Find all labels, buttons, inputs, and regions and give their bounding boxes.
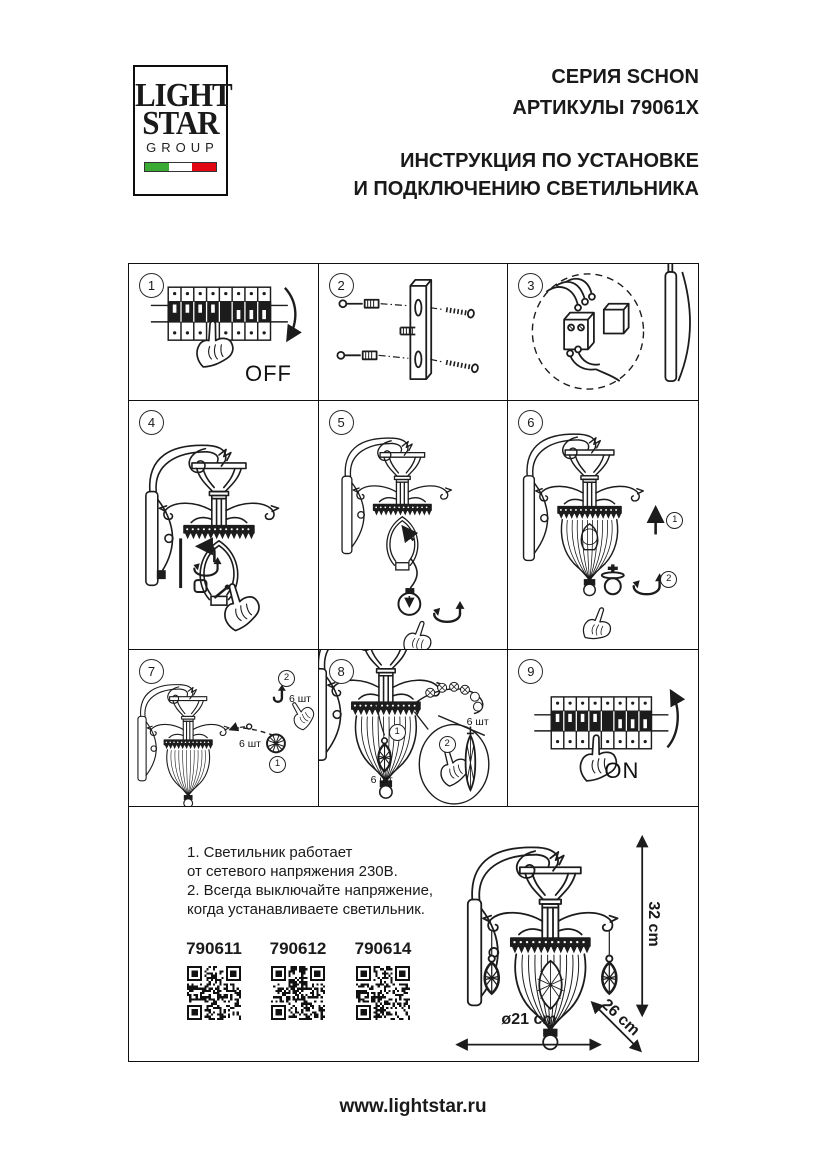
long-screw-top <box>430 308 474 318</box>
articles-line: АРТИКУЛЫ 79061X <box>512 97 699 119</box>
attach-ring-icon <box>247 724 252 729</box>
steps-grid <box>128 263 699 1062</box>
diameter-dimension-label: ø21 cm <box>501 1011 557 1028</box>
document-header <box>353 62 699 203</box>
italian-flag-stripe <box>144 162 217 172</box>
hook-icon <box>274 685 286 702</box>
on-label: ON <box>604 758 640 783</box>
breaker-panel-icon <box>151 287 288 340</box>
lamp-cord <box>410 558 417 588</box>
step-8-cell <box>319 650 509 807</box>
crystal-drop-icon <box>377 738 391 771</box>
flag-green <box>145 163 169 171</box>
step-1-cell <box>129 264 319 401</box>
tall-crystal-icon <box>465 727 475 791</box>
logo-group: GROUP <box>146 140 219 155</box>
note-line: от сетевого напряжения 230В. <box>187 863 398 880</box>
pointing-hand-icon <box>582 605 614 641</box>
summary-cell <box>129 807 698 1063</box>
wall-lamp-icon <box>342 438 451 570</box>
light-bulb-icon <box>398 588 420 615</box>
series-title: СЕРИЯ SCHON <box>551 66 699 88</box>
flag-white <box>169 163 193 171</box>
step5-illustration <box>319 401 508 649</box>
note-line: 1. Светильник работает <box>187 844 353 861</box>
screw-and-anchor-bottom <box>337 351 408 359</box>
article-code: 790612 <box>269 939 327 958</box>
step-8-number: 8 <box>329 659 354 684</box>
screw-and-anchor-top <box>339 300 408 308</box>
qty-label-drops: 6 шт <box>370 774 393 786</box>
attach-arrow <box>230 728 274 736</box>
breaker-panel-icon <box>535 697 669 749</box>
marker-2: 2 <box>660 571 677 588</box>
connector-box-icon <box>604 304 629 334</box>
logo-star: STAR <box>142 103 219 142</box>
article-block-790611 <box>183 939 245 1025</box>
step-3-cell <box>508 264 698 401</box>
turn-on-arrow-icon <box>668 692 678 748</box>
marker-1: 1 <box>269 756 286 773</box>
step-6-number: 6 <box>518 410 543 435</box>
off-label: OFF <box>245 361 292 386</box>
long-screw-bottom <box>430 359 478 372</box>
lightstar-logo <box>133 65 232 196</box>
step-5-cell <box>319 401 509 650</box>
instruction-title-line2: И ПОДКЛЮЧЕНИЮ СВЕТИЛЬНИКА <box>353 178 699 200</box>
step-6-cell <box>508 401 698 650</box>
step-9-cell <box>508 650 698 807</box>
qty-label-balls: 6 шт <box>239 738 261 750</box>
step-1-number: 1 <box>139 273 164 298</box>
wall-switch-icon <box>157 570 166 579</box>
instruction-title-line1: ИНСТРУКЦИЯ ПО УСТАНОВКЕ <box>400 150 699 172</box>
qr-code-790614 <box>356 966 410 1020</box>
qty-label-beads: 6 шт <box>466 716 489 728</box>
height-dimension-label: 32 cm <box>645 901 662 947</box>
step-7-number: 7 <box>139 659 164 684</box>
note-line: когда устанавливаете светильник. <box>187 901 425 918</box>
wall-lamp-icon <box>138 685 229 806</box>
note-line: 2. Всегда выключайте напряжение, <box>187 882 434 899</box>
step-4-cell <box>129 401 319 650</box>
wall-lamp-icon <box>146 445 279 605</box>
step-2-cell <box>319 264 509 401</box>
socket-arrow-icon <box>403 527 413 540</box>
step-9-number: 9 <box>518 659 543 684</box>
qr-code-790611 <box>187 966 241 1020</box>
step-5-number: 5 <box>329 410 354 435</box>
step4-illustration <box>129 401 318 649</box>
step-2-number: 2 <box>329 273 354 298</box>
rotation-arrow-icon <box>433 601 464 622</box>
logo-light: LIGHT <box>135 75 232 114</box>
marker-1: 1 <box>666 512 683 529</box>
article-block-790614 <box>352 939 414 1025</box>
depth-dimension-label: 26 cm <box>597 995 643 1040</box>
terminal-block-icon <box>564 313 594 350</box>
marker-2: 2 <box>439 736 456 753</box>
marker-1: 1 <box>389 724 406 741</box>
crystal-drop-right-icon <box>601 956 617 994</box>
wall-lamp-icon <box>524 434 644 595</box>
finial-icon <box>602 564 624 594</box>
pointing-hand-icon <box>402 619 434 649</box>
crystal-ball-icon <box>267 734 285 752</box>
power-notes <box>187 843 433 919</box>
turn-off-arrow-icon <box>285 288 295 340</box>
article-code: 790611 <box>186 939 242 958</box>
article-code: 790614 <box>354 939 412 958</box>
marker-2: 2 <box>278 670 295 687</box>
step-4-number: 4 <box>139 410 164 435</box>
wall-plate-icon <box>666 264 691 381</box>
qr-code-790612 <box>271 966 325 1020</box>
qty-label-hooks: 6 шт <box>289 693 311 705</box>
step-3-number: 3 <box>518 273 543 298</box>
website-url: www.lightstar.ru <box>339 1096 487 1117</box>
flag-red <box>192 163 216 171</box>
article-block-790612 <box>267 939 329 1025</box>
bead-chain <box>413 682 482 713</box>
step-7-cell <box>129 650 319 807</box>
